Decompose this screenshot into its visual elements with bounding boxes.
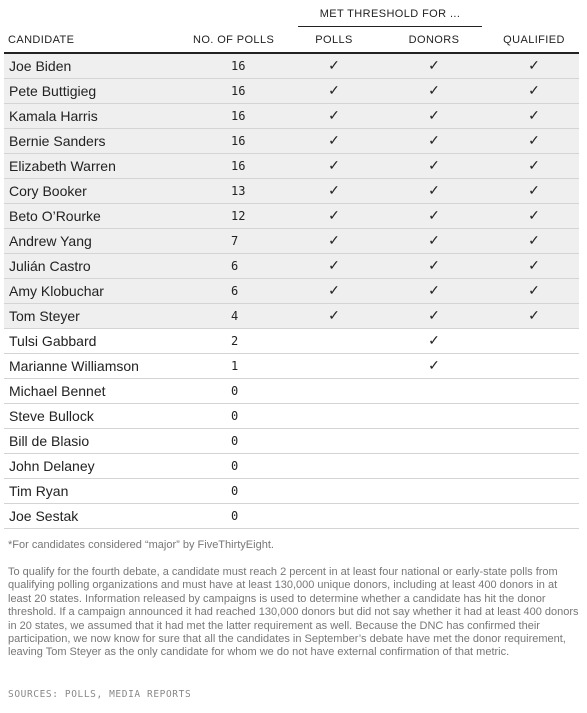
table-row [4, 204, 579, 229]
candidate-name: Bill de Blasio [9, 433, 90, 449]
donors-check-icon: ✓ [428, 182, 440, 198]
donors-check-icon: ✓ [428, 232, 440, 248]
donors-check-icon: ✓ [428, 257, 440, 273]
threshold-group-rule [298, 26, 482, 27]
poll-count: 2 [231, 334, 239, 348]
candidate-name: Pete Buttigieg [9, 83, 97, 99]
sources-line: SOURCES: POLLS, MEDIA REPORTS [8, 689, 192, 700]
table-body [4, 54, 579, 529]
table-row [4, 129, 579, 154]
column-header-candidate: CANDIDATE [8, 34, 75, 46]
table-row [4, 254, 579, 279]
methodology-note: To qualify for the fourth debate, a candidate must reach 2 percent in at least four national or early-state polls from qualifying polling organizations and must have at least 130,000 unique donors, including at least 400 donors in at least 20 states. Information released by campaigns is used to determine whether a candidate has hit the donor threshold. If a campaign announced it had reached 130,000 donors but did not say whether it had at least 400 donors in 20 states, we assumed that it had met the latter requirement as well. Because the DNC has confirmed their participation, we now know for sure that all the candidates in September’s debate have met the donor requirement, leaving Tom Steyer as the only candidate for whom we do not have external confirmation of that metric. [8, 566, 579, 659]
poll-count: 6 [231, 284, 239, 298]
candidate-name: Beto O’Rourke [9, 208, 101, 224]
donors-check-icon: ✓ [428, 157, 440, 173]
donors-check-icon: ✓ [428, 107, 440, 123]
qualified-check-icon: ✓ [528, 132, 540, 148]
poll-count: 0 [231, 434, 239, 448]
poll-count: 0 [231, 384, 239, 398]
donors-check-icon: ✓ [428, 282, 440, 298]
table-row [4, 504, 579, 529]
polls-check-icon: ✓ [328, 232, 340, 248]
poll-count: 7 [231, 234, 239, 248]
candidate-name: Amy Klobuchar [9, 283, 104, 299]
candidate-name: Steve Bullock [9, 408, 94, 424]
table-row [4, 354, 579, 379]
candidate-name: Bernie Sanders [9, 133, 106, 149]
candidate-name: Joe Sestak [9, 508, 79, 524]
qualified-check-icon: ✓ [528, 257, 540, 273]
qualified-check-icon: ✓ [528, 107, 540, 123]
poll-count: 16 [231, 159, 246, 173]
qualified-check-icon: ✓ [528, 282, 540, 298]
poll-count: 16 [231, 59, 246, 73]
candidate-name: Andrew Yang [9, 233, 92, 249]
candidate-name: Kamala Harris [9, 108, 98, 124]
table-row [4, 404, 579, 429]
poll-count: 16 [231, 109, 246, 123]
polls-check-icon: ✓ [328, 182, 340, 198]
threshold-group-header: MET THRESHOLD FOR ... [319, 8, 461, 20]
poll-count: 0 [231, 459, 239, 473]
candidate-name: Cory Booker [9, 183, 87, 199]
polls-check-icon: ✓ [328, 207, 340, 223]
polls-check-icon: ✓ [328, 82, 340, 98]
qualified-check-icon: ✓ [528, 307, 540, 323]
table-row [4, 154, 579, 179]
table-row [4, 104, 579, 129]
candidate-name: Tom Steyer [9, 308, 80, 324]
footnote: *For candidates considered “major” by FiveThirtyEight. [8, 539, 274, 551]
table-row [4, 454, 579, 479]
poll-count: 16 [231, 84, 246, 98]
table-row [4, 479, 579, 504]
qualified-check-icon: ✓ [528, 182, 540, 198]
poll-count: 1 [231, 359, 239, 373]
qualified-check-icon: ✓ [528, 207, 540, 223]
table-row [4, 179, 579, 204]
qualified-check-icon: ✓ [528, 157, 540, 173]
donors-check-icon: ✓ [428, 57, 440, 73]
candidate-name: Elizabeth Warren [9, 158, 116, 174]
candidate-name: John Delaney [9, 458, 95, 474]
polls-check-icon: ✓ [328, 257, 340, 273]
poll-count: 4 [231, 309, 239, 323]
candidate-name: Joe Biden [9, 58, 72, 74]
polls-check-icon: ✓ [328, 307, 340, 323]
table-row [4, 329, 579, 354]
qualified-check-icon: ✓ [528, 57, 540, 73]
table-row [4, 279, 579, 304]
poll-count: 0 [231, 409, 239, 423]
table-row [4, 379, 579, 404]
table-row [4, 79, 579, 104]
poll-count: 12 [231, 209, 246, 223]
candidate-name: Marianne Williamson [9, 358, 139, 374]
polls-check-icon: ✓ [328, 282, 340, 298]
candidate-name: Julián Castro [9, 258, 91, 274]
column-header-donors: DONORS [408, 34, 460, 46]
candidate-name: Tulsi Gabbard [9, 333, 97, 349]
column-header-polls: POLLS [315, 34, 353, 46]
donors-check-icon: ✓ [428, 132, 440, 148]
poll-count: 0 [231, 509, 239, 523]
donors-check-icon: ✓ [428, 357, 440, 373]
table-row [4, 54, 579, 79]
poll-count: 6 [231, 259, 239, 273]
donors-check-icon: ✓ [428, 332, 440, 348]
polls-check-icon: ✓ [328, 132, 340, 148]
polls-check-icon: ✓ [328, 157, 340, 173]
poll-count: 13 [231, 184, 246, 198]
candidate-name: Tim Ryan [9, 483, 69, 499]
donors-check-icon: ✓ [428, 82, 440, 98]
polls-check-icon: ✓ [328, 57, 340, 73]
qualified-check-icon: ✓ [528, 82, 540, 98]
table-row [4, 304, 579, 329]
candidate-name: Michael Bennet [9, 383, 106, 399]
poll-count: 16 [231, 134, 246, 148]
qualified-check-icon: ✓ [528, 232, 540, 248]
poll-count: 0 [231, 484, 239, 498]
column-header-num-polls: NO. OF POLLS [193, 34, 275, 46]
donors-check-icon: ✓ [428, 307, 440, 323]
donors-check-icon: ✓ [428, 207, 440, 223]
table-row [4, 229, 579, 254]
polls-check-icon: ✓ [328, 107, 340, 123]
table-row [4, 429, 579, 454]
column-header-qualified: QUALIFIED [503, 34, 565, 46]
